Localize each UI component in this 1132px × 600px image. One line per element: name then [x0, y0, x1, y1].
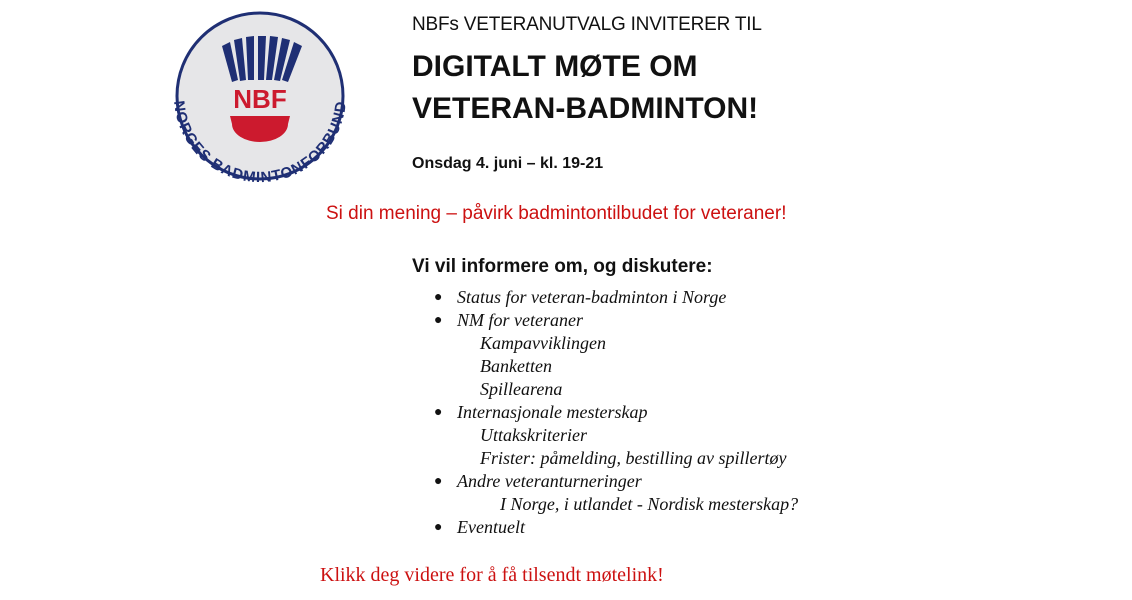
bullet-icon: ● — [434, 313, 443, 328]
agenda-subitem: Banketten — [480, 356, 552, 376]
bullet-icon: ● — [434, 474, 443, 489]
bullet-icon: ● — [434, 290, 443, 305]
opinion-callout: Si din mening – påvirk badmintontilbudet for veteraner! — [326, 203, 787, 224]
title-line-1: DIGITALT MØTE OM — [412, 50, 698, 83]
agenda-item: ● Eventuelt — [434, 517, 525, 537]
event-date-time: Onsdag 4. juni – kl. 19-21 — [412, 155, 604, 172]
agenda-heading: Vi vil informere om, og diskutere: — [412, 256, 713, 277]
agenda-item: ● NM for veteraner — [434, 310, 583, 330]
agenda-item: ● Internasjonale mesterskap — [434, 402, 648, 422]
bullet-icon: ● — [434, 520, 443, 535]
nbf-logo — [160, 8, 360, 186]
logo-ring-text: NORGES BADMINTONFORBUND — [170, 99, 350, 186]
agenda-subitem: Spillearena — [480, 379, 563, 399]
page-title — [412, 46, 758, 130]
bullet-icon: ● — [434, 405, 443, 420]
agenda-subitem: I Norge, i utlandet - Nordisk mesterskap? — [500, 494, 799, 514]
agenda-item: ● Andre veteranturneringer — [434, 471, 642, 491]
agenda-subitem: Kampavviklingen — [480, 333, 606, 353]
agenda-list — [412, 286, 798, 539]
meeting-link-cta[interactable]: Klikk deg videre for å få tilsendt møtelink! — [320, 564, 664, 586]
title-line-2: VETERAN-BADMINTON! — [412, 92, 759, 125]
logo-abbreviation: NBF — [233, 84, 287, 114]
agenda-item: ● Status for veteran-badminton i Norge — [434, 287, 727, 307]
invitation-kicker: NBFs VETERANUTVALG INVITERER TIL — [412, 14, 762, 35]
agenda-subitem: Frister: påmelding, bestilling av spillertøy — [480, 448, 787, 468]
agenda-subitem: Uttakskriterier — [480, 425, 587, 445]
